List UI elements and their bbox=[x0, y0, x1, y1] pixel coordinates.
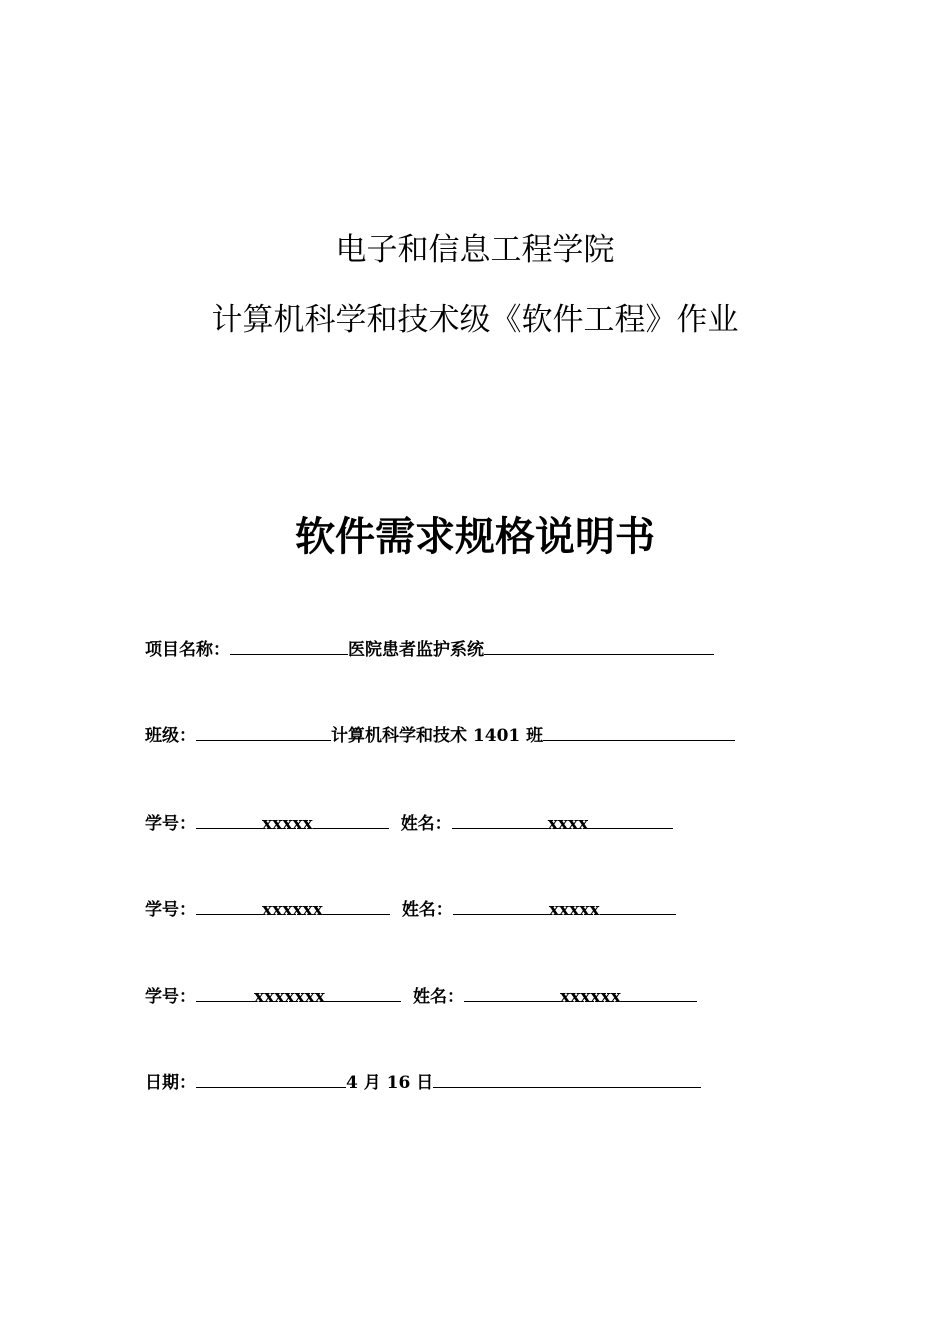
student-id-value: xxxxxxx bbox=[254, 987, 325, 1007]
underline bbox=[196, 722, 331, 741]
class-label: 班级： bbox=[145, 726, 196, 746]
underline bbox=[484, 636, 714, 655]
underline bbox=[621, 983, 697, 1002]
student-name-label: 姓名： bbox=[400, 814, 452, 834]
student-name-value: xxxxx bbox=[548, 900, 600, 920]
school-name: 电子和信息工程学院 bbox=[335, 232, 615, 268]
student-id-value: xxxxx bbox=[262, 814, 313, 834]
underline bbox=[196, 1069, 346, 1088]
underline bbox=[433, 1069, 701, 1088]
underline bbox=[588, 810, 673, 829]
underline bbox=[313, 810, 389, 829]
student-row bbox=[145, 983, 697, 1009]
student-id-label: 学号： bbox=[145, 814, 196, 834]
class-field bbox=[145, 722, 735, 748]
student-name-label: 姓名： bbox=[401, 900, 453, 920]
date-label: 日期： bbox=[145, 1073, 196, 1093]
student-id-value: xxxxxx bbox=[262, 900, 323, 920]
underline bbox=[323, 896, 390, 915]
date-value: 4 月 16 日 bbox=[346, 1073, 434, 1093]
student-row bbox=[145, 896, 676, 922]
underline bbox=[230, 636, 348, 655]
project-name-field bbox=[145, 636, 714, 662]
student-name-label: 姓名： bbox=[412, 987, 464, 1007]
underline bbox=[325, 983, 401, 1002]
student-row bbox=[145, 810, 673, 836]
project-name-value: 医院患者监护系统 bbox=[348, 640, 484, 660]
underline bbox=[196, 983, 254, 1002]
project-name-label: 项目名称： bbox=[145, 640, 230, 660]
underline bbox=[196, 810, 262, 829]
student-id-label: 学号： bbox=[145, 987, 196, 1007]
class-value: 计算机科学和技术 1401 班 bbox=[331, 726, 544, 746]
underline bbox=[196, 896, 262, 915]
date-field bbox=[145, 1069, 701, 1095]
underline bbox=[453, 896, 549, 915]
underline bbox=[464, 983, 560, 1002]
student-name-value: xxxx bbox=[547, 814, 589, 834]
underline bbox=[543, 722, 735, 741]
course-title: 计算机科学和技术级《软件工程》作业 bbox=[211, 302, 739, 338]
student-name-value: xxxxxx bbox=[559, 987, 621, 1007]
student-id-label: 学号： bbox=[145, 900, 196, 920]
document-title: 软件需求规格说明书 bbox=[295, 513, 655, 560]
underline bbox=[600, 896, 676, 915]
underline bbox=[452, 810, 548, 829]
